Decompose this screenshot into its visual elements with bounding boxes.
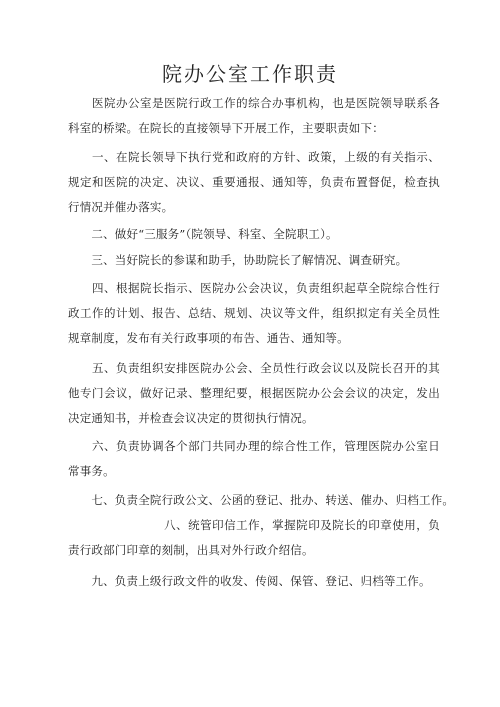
page-title: 院办公室工作职责 — [162, 62, 338, 86]
paragraph-1: 一、在院长领导下执行党和政府的方针、政策，上级的有关指示、规定和医院的决定、决议、重要通报、通知等，负责布置督促，检查执行情况并催办落实。 — [68, 150, 440, 214]
paragraph-8: 八、统管印信工作，掌握院印及院长的印章使用，负责行政部门印章的刻制，出具对外行政介绍信。 — [68, 518, 440, 557]
paragraph-intro: 医院办公室是医院行政工作的综合办事机构，也是医院领导联系各科室的桥梁。在院长的直接领导下开展工作，主要职责如下： — [68, 96, 440, 135]
paragraph-9: 九、负责上级行政文件的收发、传阅、保管、登记、归档等工作。 — [68, 574, 431, 588]
paragraph-7: 七、负责全院行政公文、公函的登记、批办、转送、催办、归档工作。 — [68, 493, 455, 507]
paragraph-3: 三、当好院长的参谋和助手，协助院长了解情况、调查研究。 — [68, 253, 408, 267]
paragraph-6: 六、负责协调各个部门共同办理的综合性工作，管理医院办公室日常事务。 — [68, 439, 440, 478]
paragraph-5: 五、负责组织安排医院办公会、全员性行政会议以及院长召开的其他专门会议，做好记录、整理纪要，根据医院办公会会议的决定，发出决定通知书，并检查会议决定的贯彻执行情况。 — [68, 361, 440, 425]
paragraph-2: 二、做好“三服务”（院领导、科室、全院职工）。 — [68, 227, 338, 241]
paragraph-4: 四、根据院长指示、医院办公会决议，负责组织起草全院综合性行政工作的计划、报告、总结、规划、决议等文件，组织拟定有关全员性规章制度，发布有关行政事项的布告、通告、通知等。 — [68, 281, 440, 345]
